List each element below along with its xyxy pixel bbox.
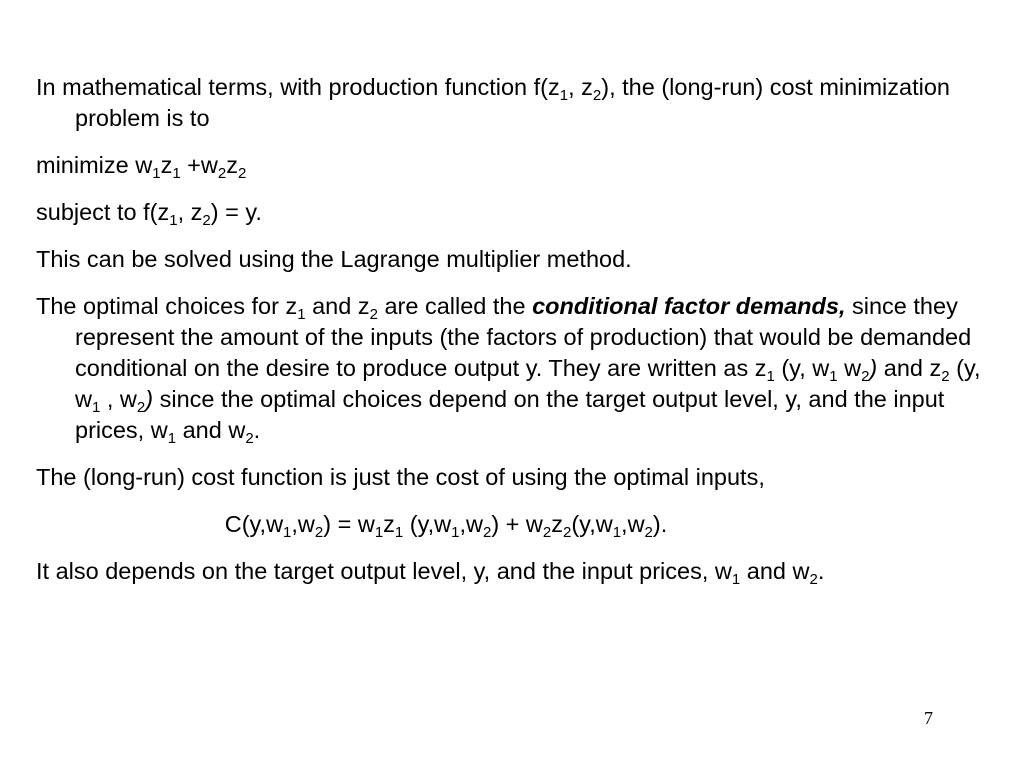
intro-paragraph: In mathematical terms, with production function $f(z_1$, $z_2$), the (long-run) cost minimization problem is to	[36, 74, 950, 131]
term-conditional-factor-demands: conditional factor demands,	[532, 293, 846, 319]
page-number: 7	[924, 708, 933, 728]
cost-function-equation: $C(y,w_1,w_2) = w_1z_1$ $(y,w_1,w_2) + w_2z_2(y,w_1,w_2)$.	[224, 511, 668, 541]
slide-body	[36, 72, 986, 603]
lagrange-note: This can be solved using the Lagrange multiplier method.	[36, 246, 632, 272]
constraint-line: subject to $f(z_1$, $z_2) = y$.	[36, 199, 262, 229]
dependency-paragraph: It also depends on the target output level, y, and the input prices, $w_1$ and $w_2$.	[36, 558, 825, 588]
cost-function-intro: The (long-run) cost function is just the cost of using the optimal inputs,	[36, 464, 765, 490]
objective-line: minimize $w_1z_1 +w_2z_2$	[36, 152, 247, 182]
conditional-demands-paragraph: The optimal choices for $z_1$ and $z_2$ are called the conditional factor demands, since they represent the amount of the inputs (the factors of production) that would be demanded conditional on the desire to produce output y. They are written as $z_1$ (y, $w_1$ $w_2$) and $z_2$ (y, $w_1$ , $w_2$) since the optimal choices depend on the target output level, y, and the input prices, $w_1$ and $w_2$.	[36, 293, 981, 447]
